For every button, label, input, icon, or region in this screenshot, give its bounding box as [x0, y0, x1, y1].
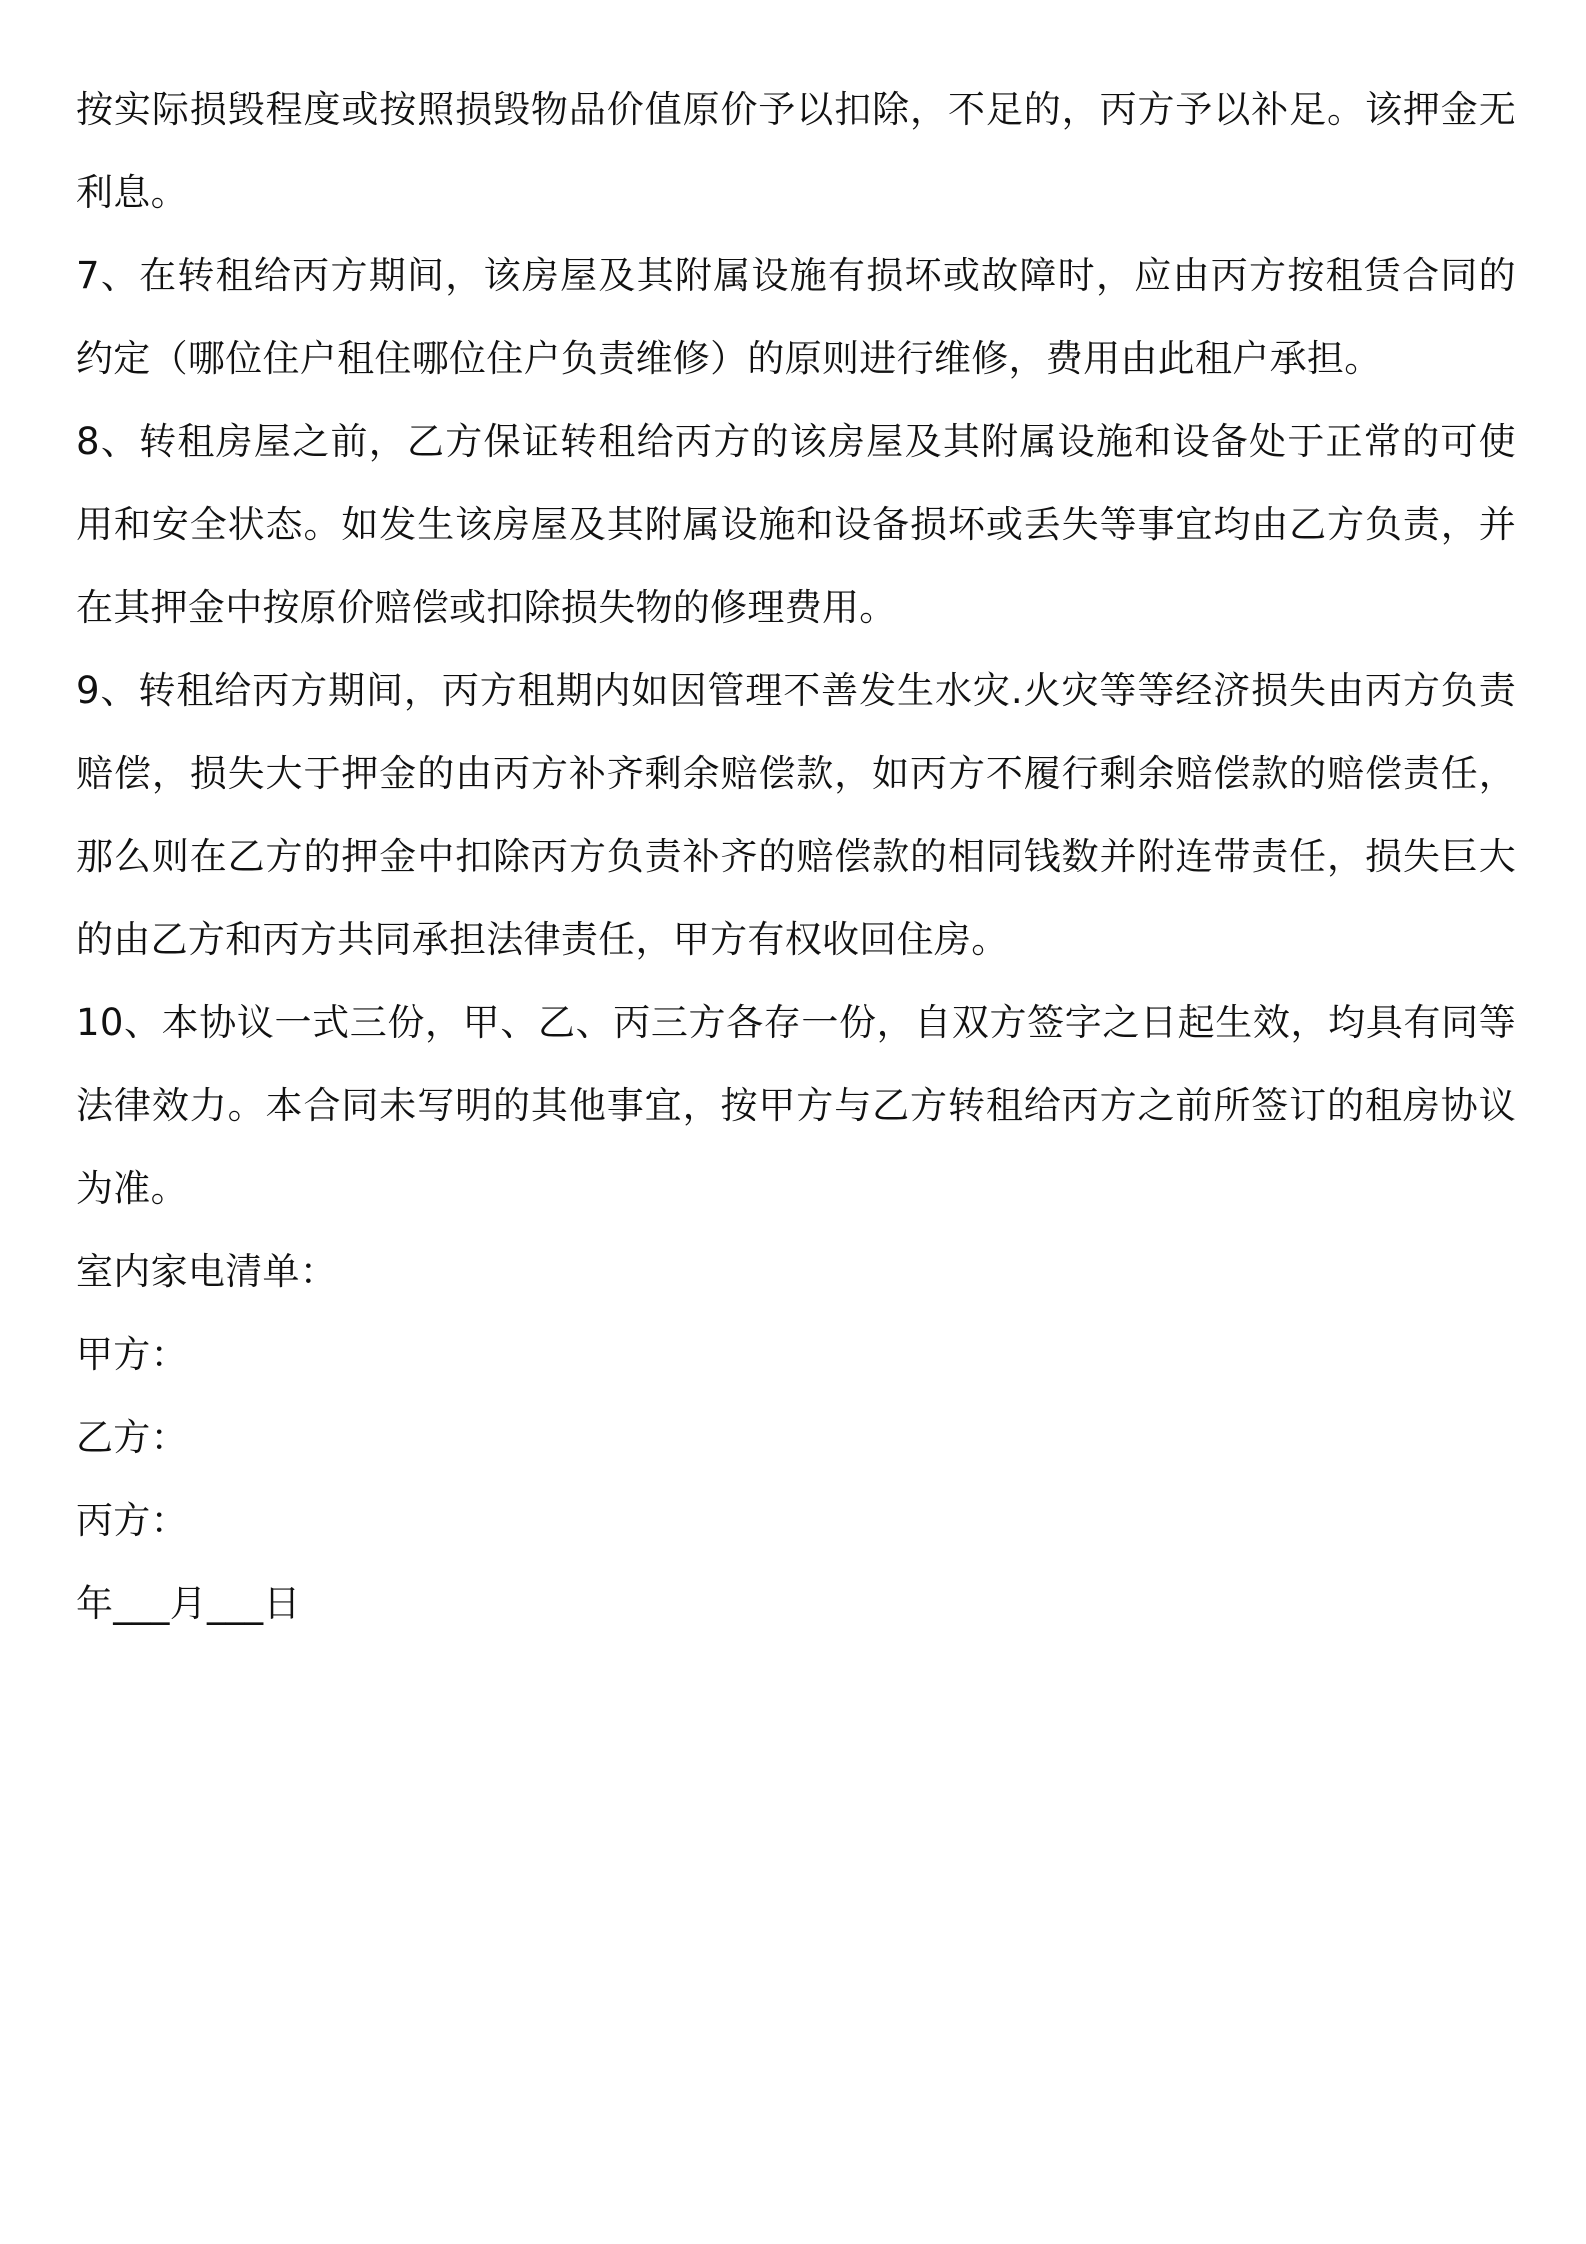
- paragraph-clause-9: 9、转租给丙方期间，丙方租期内如因管理不善发生水灾.火灾等等经济损失由丙方负责赔偿，损失大于押金的由丙方补齐剩余赔偿款，如丙方不履行剩余赔偿款的赔偿责任，那么则在乙方的押金中扣除丙方负责补齐的赔偿款的相同钱数并附连带责任，损失巨大的由乙方和丙方共同承担法律责任，甲方有权收回住房。: [76, 669, 1516, 961]
- appliance-list-label: 室内家电清单：: [76, 1250, 338, 1293]
- document-body: [76, 68, 1516, 1645]
- signature-party-b: 乙方：: [76, 1416, 188, 1459]
- signature-party-a: 甲方：: [76, 1333, 188, 1376]
- signature-party-c: 丙方：: [76, 1499, 188, 1542]
- date-line: 年___月___日: [76, 1582, 301, 1625]
- paragraph-clause-7: 7、在转租给丙方期间，该房屋及其附属设施有损坏或故障时，应由丙方按租赁合同的约定（哪位住户租住哪位住户负责维修）的原则进行维修，费用由此租户承担。: [76, 254, 1516, 380]
- paragraph-deposit-deduction: 按实际损毁程度或按照损毁物品价值原价予以扣除，不足的，丙方予以补足。该押金无利息。: [76, 88, 1516, 214]
- paragraph-clause-10: 10、本协议一式三份，甲、乙、丙三方各存一份，自双方签字之日起生效，均具有同等法律效力。本合同未写明的其他事宜，按甲方与乙方转租给丙方之前所签订的租房协议为准。: [76, 1001, 1516, 1210]
- paragraph-clause-8: 8、转租房屋之前，乙方保证转租给丙方的该房屋及其附属设施和设备处于正常的可使用和安全状态。如发生该房屋及其附属设施和设备损坏或丢失等事宜均由乙方负责，并在其押金中按原价赔偿或扣除损失物的修理费用。: [76, 420, 1516, 629]
